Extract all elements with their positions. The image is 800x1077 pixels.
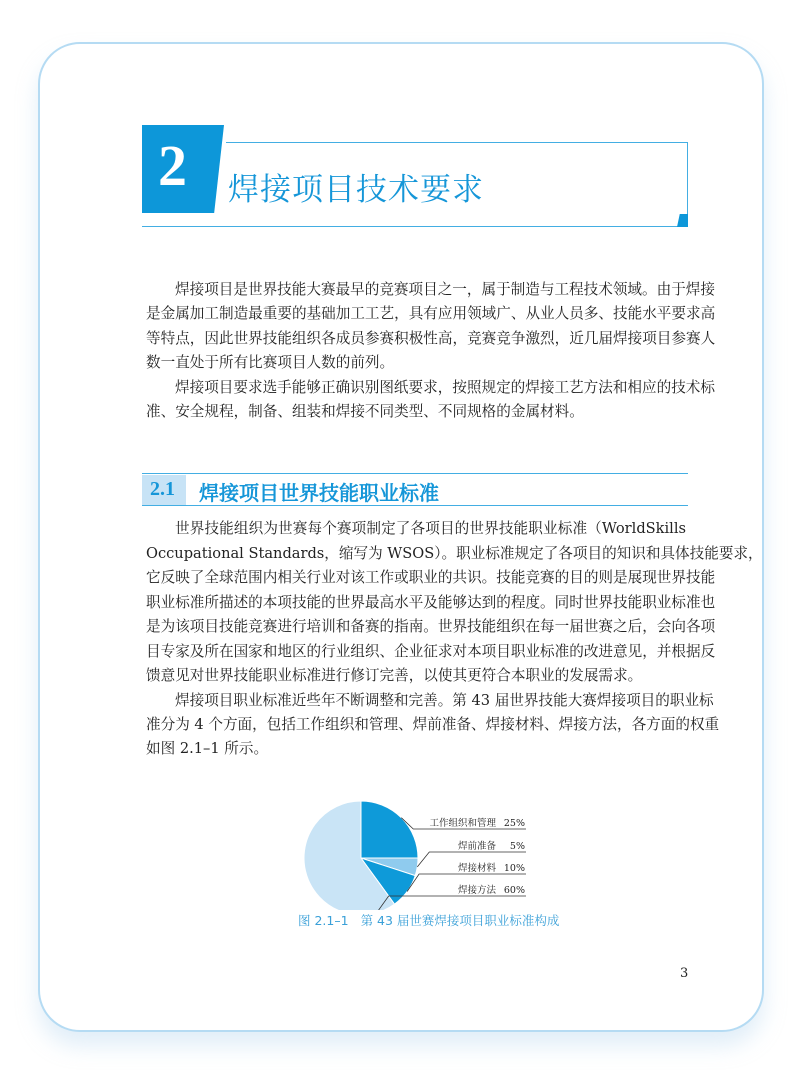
text-line: 等特点，因此世界技能组织各成员参赛积极性高，竞赛竞争激烈，近几届焊接项目参赛人 [146,330,716,347]
slice-value-label: 10% [503,863,525,874]
text-line: 如图 2.1–1 所示。 [146,740,269,757]
text-line: 焊接项目是世界技能大赛最早的竞赛项目之一，属于制造与工程技术领域。由于焊接 [175,281,715,298]
slice-label: 工作组织和管理 [429,818,496,829]
text-line: 准分为 4 个方面，包括工作组织和管理、焊前准备、焊接材料、焊接方法，各方面的权重 [146,716,720,733]
figure-caption [298,911,571,929]
text-line: 是为该项目技能竞赛进行培训和备赛的指南。世界技能组织在每一届世赛之后，会向各项 [146,618,716,635]
section-top-rule [142,473,688,474]
text-line: 它反映了全球范围内相关行业对该工作或职业的共识。技能竞赛的目的则是展现世界技能 [146,569,716,586]
text-line: Occupational Standards，缩写为 WSOS）。职业标准规定了各项目的知识和具体技能要求， [146,545,763,562]
text-line: 目专家及所在国家和地区的行业组织、企业征求对本项目职业标准的改进意见，并根据反 [146,643,716,660]
chapter-number: 2 [158,133,187,198]
chapter-title: 焊接项目技术要求 [228,172,484,208]
section-number: 2.1 [150,478,175,500]
slice-label: 焊接方法 [457,885,496,896]
text-line: 是金属加工制造最重要的基础加工工艺，具有应用领域广、从业人员多、技能水平要求高 [146,305,716,322]
text-line: 数一直处于所有比赛项目人数的前列。 [146,354,395,371]
pie-slice-1 [361,801,418,858]
section-bottom-rule [142,505,688,506]
text-line: 职业标准所描述的本项技能的世界最高水平及能够达到的程度。同时世界技能职业标准也 [146,594,716,611]
slice-label: 焊接材料 [457,863,496,874]
slice-value-label: 60% [503,885,525,896]
chapter-divider [142,226,682,227]
text-line: 焊接项目要求选手能够正确识别图纸要求，按照规定的焊接工艺方法和相应的技术标 [175,379,715,396]
slice-value-label: 5% [509,841,525,852]
text-line: 馈意见对世界技能职业标准进行修订完善，以使其更符合本职业的发展需求。 [146,667,643,684]
figure-label: 图 2.1–1 [298,913,349,928]
section-title: 焊接项目世界技能职业标准 [199,481,439,505]
text-line: 准、安全规程，制备、组装和焊接不同类型、不同规格的金属材料。 [146,403,584,420]
slice-value-label: 25% [503,818,525,829]
slice-label: 焊前准备 [457,841,496,852]
pie-chart [290,780,550,910]
page-number: 3 [680,966,689,981]
text-line: 世界技能组织为世赛每个赛项制定了各项目的世界技能职业标准（WorldSkills [175,520,686,537]
figure-title: 第 43 届世赛焊接项目职业标准构成 [360,913,560,928]
text-line: 焊接项目职业标准近些年不断调整和完善。第 43 届世界技能大赛焊接项目的职业标 [175,692,714,709]
